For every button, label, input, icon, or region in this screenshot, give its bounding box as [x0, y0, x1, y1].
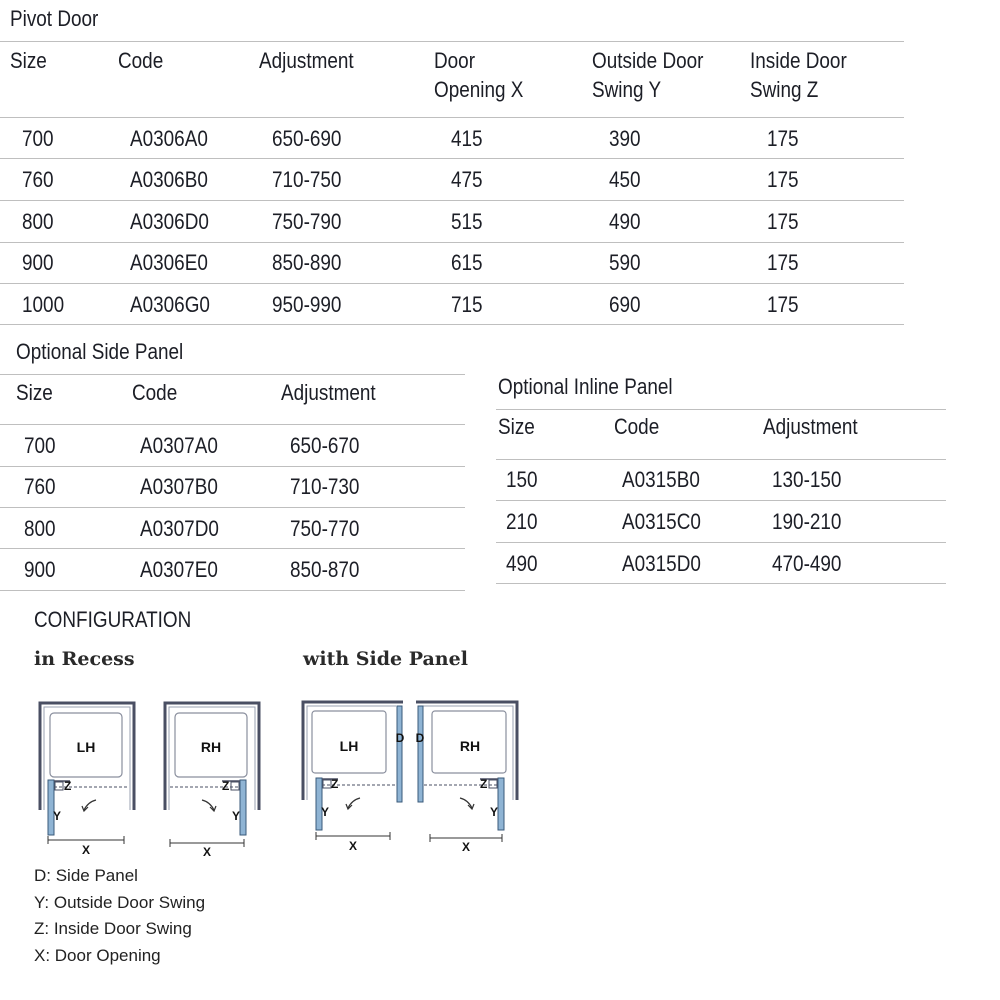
lh-label: LH — [76, 739, 96, 755]
side-header-adjustment: Adjustment — [281, 380, 376, 405]
cell-size: 900 — [22, 250, 54, 275]
pivot-title-rule — [0, 41, 904, 42]
pivot-header-inside-swing: Inside Door Swing Z — [750, 48, 847, 102]
row-rule — [496, 542, 946, 543]
z-label: Z — [64, 779, 72, 793]
configuration-diagrams — [0, 680, 540, 860]
cell-inside-swing: 175 — [767, 126, 799, 151]
cell-outside-swing: 490 — [609, 209, 641, 234]
recess-rh-diagram — [165, 703, 259, 859]
x-label: X — [81, 843, 91, 857]
pivot-header-rule — [0, 117, 904, 118]
x-label: X — [202, 845, 212, 859]
cell-size: 1000 — [22, 292, 65, 317]
inline-header-size: Size — [498, 414, 535, 439]
row-rule — [0, 200, 904, 201]
pivot-header-size: Size — [10, 48, 47, 73]
cell-code: A0306B0 — [130, 167, 208, 192]
cell-code: A0306D0 — [130, 209, 209, 234]
cell-inside-swing: 175 — [767, 292, 799, 317]
cell-code: A0306G0 — [130, 292, 210, 317]
row-rule — [0, 242, 904, 243]
sidepanel-rh-diagram — [416, 702, 517, 854]
legend-item-x: X: Door Opening — [34, 946, 161, 965]
cell-size: 760 — [24, 474, 56, 499]
cell-size: 210 — [506, 509, 538, 534]
inline-header-rule — [496, 459, 946, 460]
side-header-rule — [0, 424, 465, 425]
cell-door-opening: 515 — [451, 209, 483, 234]
rh-label: RH — [459, 738, 481, 754]
lh-label: LH — [339, 738, 359, 754]
cell-size: 800 — [24, 516, 56, 541]
side-header-code: Code — [132, 380, 178, 405]
x-label: X — [461, 840, 471, 854]
side-header-size: Size — [16, 380, 53, 405]
pivot-header-code: Code — [118, 48, 164, 73]
cell-size: 760 — [22, 167, 54, 192]
cell-adjustment: 710-750 — [272, 167, 342, 192]
cell-door-opening: 615 — [451, 250, 483, 275]
inline-panel-title: Optional Inline Panel — [498, 374, 673, 399]
cell-size: 900 — [24, 557, 56, 582]
side-panel-label: with Side Panel — [303, 648, 468, 670]
cell-door-opening: 475 — [451, 167, 483, 192]
sidepanel-lh-diagram — [303, 702, 405, 853]
cell-code: A0315C0 — [622, 509, 701, 534]
cell-code: A0307D0 — [140, 516, 219, 541]
cell-code: A0307B0 — [140, 474, 218, 499]
row-rule — [496, 500, 946, 501]
y-label: Y — [232, 809, 241, 823]
cell-outside-swing: 590 — [609, 250, 641, 275]
pivot-header-door-opening: Door Opening X — [434, 48, 524, 102]
inline-header-adjustment: Adjustment — [763, 414, 858, 439]
row-rule — [0, 158, 904, 159]
y-label: Y — [490, 805, 499, 819]
cell-adjustment: 710-730 — [290, 474, 360, 499]
row-rule — [0, 548, 465, 549]
cell-adjustment: 850-870 — [290, 557, 360, 582]
legend-item-z: Z: Inside Door Swing — [34, 919, 192, 938]
configuration-title: CONFIGURATION — [34, 607, 192, 632]
cell-code: A0315D0 — [622, 551, 701, 576]
d-label: D — [415, 731, 425, 745]
x-label: X — [348, 839, 358, 853]
pivot-header-adjustment: Adjustment — [259, 48, 354, 73]
cell-code: A0306A0 — [130, 126, 208, 151]
cell-adjustment: 950-990 — [272, 292, 342, 317]
cell-door-opening: 415 — [451, 126, 483, 151]
cell-outside-swing: 690 — [609, 292, 641, 317]
row-rule — [0, 466, 465, 467]
cell-door-opening: 715 — [451, 292, 483, 317]
side-panel-title: Optional Side Panel — [16, 339, 184, 364]
row-rule — [0, 507, 465, 508]
z-label: Z — [222, 779, 230, 793]
cell-code: A0306E0 — [130, 250, 208, 275]
recess-lh-diagram — [40, 703, 134, 857]
cell-size: 700 — [22, 126, 54, 151]
cell-adjustment: 130-150 — [772, 467, 842, 492]
d-label: D — [395, 731, 405, 745]
inline-title-rule — [496, 409, 946, 410]
legend-item-y: Y: Outside Door Swing — [34, 893, 206, 912]
cell-adjustment: 650-690 — [272, 126, 342, 151]
cell-inside-swing: 175 — [767, 167, 799, 192]
recess-label: in Recess — [34, 648, 135, 670]
cell-adjustment: 650-670 — [290, 433, 360, 458]
cell-code: A0315B0 — [622, 467, 700, 492]
cell-adjustment: 850-890 — [272, 250, 342, 275]
pivot-door-title: Pivot Door — [10, 6, 99, 31]
row-rule — [0, 283, 904, 284]
cell-size: 490 — [506, 551, 538, 576]
cell-size: 800 — [22, 209, 54, 234]
z-label: Z — [331, 777, 339, 791]
pivot-header-outside-swing: Outside Door Swing Y — [592, 48, 704, 102]
inline-header-code: Code — [614, 414, 660, 439]
row-rule — [0, 324, 904, 325]
cell-inside-swing: 175 — [767, 209, 799, 234]
z-label: Z — [480, 777, 488, 791]
rh-label: RH — [200, 739, 222, 755]
cell-code: A0307E0 — [140, 557, 218, 582]
cell-size: 700 — [24, 433, 56, 458]
cell-size: 150 — [506, 467, 538, 492]
y-label: Y — [53, 809, 62, 823]
legend-item-d: D: Side Panel — [34, 866, 138, 885]
cell-adjustment: 750-770 — [290, 516, 360, 541]
cell-outside-swing: 450 — [609, 167, 641, 192]
row-rule — [496, 583, 946, 584]
side-title-rule — [0, 374, 465, 375]
cell-code: A0307A0 — [140, 433, 218, 458]
y-label: Y — [321, 805, 330, 819]
cell-outside-swing: 390 — [609, 126, 641, 151]
cell-adjustment: 470-490 — [772, 551, 842, 576]
cell-adjustment: 750-790 — [272, 209, 342, 234]
cell-inside-swing: 175 — [767, 250, 799, 275]
cell-adjustment: 190-210 — [772, 509, 842, 534]
row-rule — [0, 590, 465, 591]
